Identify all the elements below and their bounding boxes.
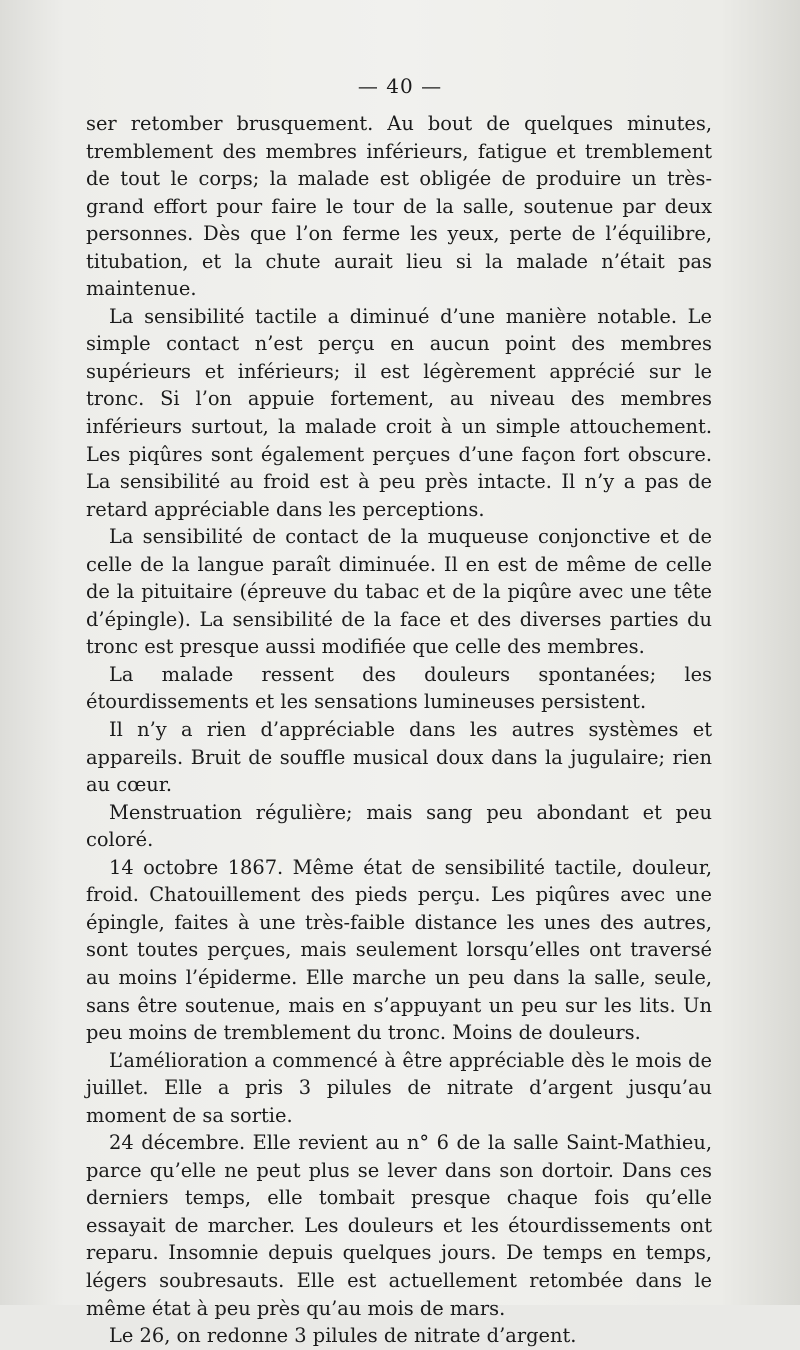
paragraph-10: Le 26, on redonne 3 pilules de nitrate d’argent. (109, 1324, 577, 1348)
paragraph-9: 24 décembre. Elle revient au n° 6 de la salle Saint-Mathieu, parce qu’elle ne peut plus se lever dans son dortoir. Dans ces derniers temps, elle tombait presque chaque fois qu’elle essayait de marcher. Les douleurs et les étourdissements ont reparu. Insomnie depuis quelques jours. De temps en temps, légers soubresauts. Elle est actuellement retombée dans le même état à peu près qu’au mois de mars. (86, 1131, 712, 1320)
paragraph-4: La malade ressent des douleurs spontanées; les étourdissements et les sensations lumineuses persistent. (86, 662, 712, 714)
paragraph-7: 14 octobre 1867. Même état de sensibilité tactile, douleur, froid. Chatouillement des pieds perçu. Les piqûres avec une épingle, faites à une très-faible distance les unes des autres, sont toutes perçues, mais seulement lorsqu’elles ont traversé au moins l’épiderme. Elle marche un peu dans la salle, seule, sans être soutenue, mais en s’appuyant un peu sur les lits. Un peu moins de tremblement du tronc. Moins de douleurs. (86, 855, 712, 1045)
paragraph-3: La sensibilité de contact de la muqueuse conjonctive et de celle de la langue paraît diminuée. Il en est de même de celle de la pituitaire (épreuve du tabac et de la piqûre avec une tête d’épingle). La sensibilité de la face et des diverses parties du tronc est presque aussi modifiée que celle des membres. (86, 525, 712, 659)
paragraph-5: Il n’y a rien d’appréciable dans les autres systèmes et appareils. Bruit de souffle musical doux dans la jugulaire; rien au cœur. (86, 718, 712, 797)
paragraph-2: La sensibilité tactile a diminué d’une manière notable. Le simple contact n’est perçu en aucun point des membres supérieurs et inférieurs; il est légèrement apprécié sur le tronc. Si l’on appuie fortement, au niveau des membres inférieurs surtout, la malade croit à un simple attouchement. Les piqûres sont également perçues d’une façon fort obscure. La sensibilité au froid est à peu près intacte. Il n’y a pas de retard appréciable dans les perceptions. (86, 304, 712, 521)
body-text (86, 110, 712, 1350)
paragraph-6: Menstruation régulière; mais sang peu abondant et peu coloré. (86, 800, 712, 852)
paragraph-8: L’amélioration a commencé à être appréciable dès le mois de juillet. Elle a pris 3 pilules de nitrate d’argent jusqu’au moment de sa sortie. (86, 1048, 712, 1127)
paragraph-1: ser retomber brusquement. Au bout de quelques minutes, tremblement des membres inférieurs, fatigue et tremblement de tout le corps; la malade est obligée de produire un très-grand effort pour faire le tour de la salle, soutenue par deux personnes. Dès que l’on ferme les yeux, perte de l’équilibre, titubation, et la chute aurait lieu si la malade n’était pas maintenue. (86, 112, 712, 301)
page-number: — 40 — (357, 74, 443, 98)
